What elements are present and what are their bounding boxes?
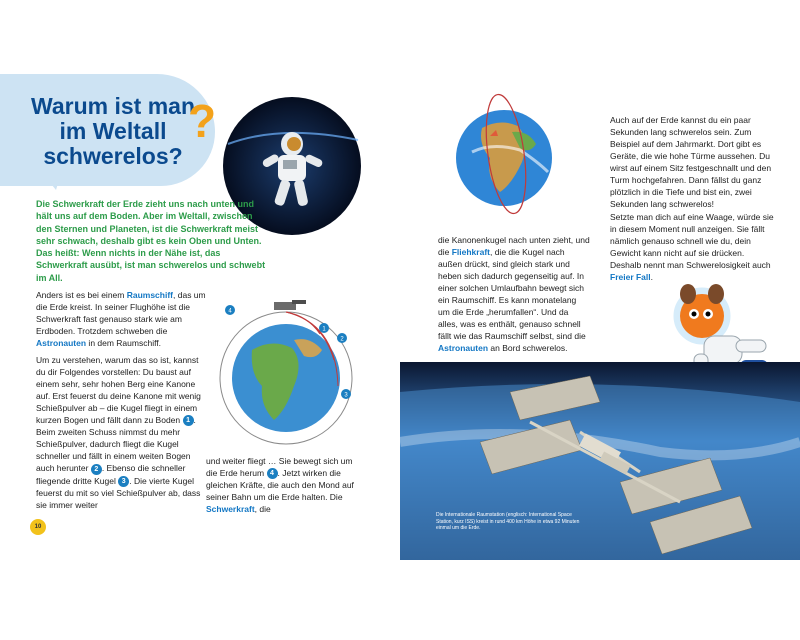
column-3-paragraph: die Kanonenkugel nach unten zieht, und die Fliehkraft, die die Kugel nach außen drückt, sind gleich stark und heben sich dadurch gegenseitig auf. In einer solchen Umlaufbahn bewegt sich ein Raumschiff. Es kann monatelang um die Erde „herumfallen“. Und da alles, was es enthält, genauso schnell fällt wie das Raumschiff selbst, sind die Astronauten an Bord schwerelos.	[438, 235, 590, 353]
marker-diagram-2: 2	[340, 336, 344, 343]
term-astronauten-2: Astronauten	[438, 343, 489, 353]
marker-diagram-3: 3	[344, 392, 348, 399]
marker-1: 1	[183, 415, 194, 426]
column-1-paragraph-2: Um zu verstehen, warum das so ist, kannst du dir Folgendes vorstellen: Du baust auf einem sehr, sehr hohen Berg eine Kanone auf. Erst feuerst du deine Kanone mit wenig Schießpulver ab – die Kugel fliegt in einem kurzen Bogen und fällt dann zu Boden 1 . Beim zweiten Schuss nimmst du mehr Schießpulver, dadurch fliegt die Kugel schneller und fällt in einem weiten Bogen auch herunter 2 . Ebenso die schneller fliegende dritte Kugel 3 . Die vierte Kugel feuerst du mit so viel Schießpulver ab, dass sie immer weiter	[36, 355, 201, 510]
column-1-paragraph-1: Anders ist es bei einem Raumschiff, das um die Erde kreist. In seiner Flughöhe ist die Schwerkraft fast genauso stark wie am Erdboden. Trotzdem schweben die Astronauten in dem Raumschiff.	[36, 290, 206, 348]
page-title: Warum ist man im Weltall schwerelos?	[30, 93, 195, 169]
question-mark: ?	[188, 95, 217, 147]
term-astronauten: Astronauten	[36, 338, 87, 348]
marker-diagram-1: 1	[322, 326, 326, 333]
column-4-paragraph-2: Setzte man dich auf eine Waage, würde sie in diesem Moment null anzeigen. Sie fällt nämlich genauso schnell wie du, dein Gewicht kann nicht auf sie drücken. Deshalb nennt man Schwerelosigkeit auch Freier Fall.	[610, 212, 774, 282]
term-fliehkraft: Fliehkraft	[451, 247, 490, 257]
earth-orbit-illustration	[452, 92, 572, 232]
intro-paragraph: Die Schwerkraft der Erde zieht uns nach unten und hält uns auf dem Boden. Aber im Weltall, zwischen den Sternen und Planeten, ist die Schwerkraft meist sehr schwach, deshalb gibt es kein Oben und Unten. Das heißt: Wenn nichts in der Nähe ist, das Schwerkraft ausübt, ist man schwerelos und schwebt im All.	[36, 199, 266, 283]
bubble-tail	[40, 170, 62, 190]
term-freier-fall: Freier Fall	[610, 272, 651, 282]
iss-caption: Die Internationale Raumstation (englisch: International Space Station, kurz ISS) kreist in rund 400 km Höhe in etwa 92 Minuten einmal um die Erde.	[436, 512, 580, 532]
term-schwerkraft: Schwerkraft	[206, 504, 255, 515]
marker-2: 2	[91, 464, 102, 475]
marker-4: 4	[267, 468, 278, 479]
page-number: 10	[30, 519, 46, 535]
marker-diagram-4: 4	[228, 308, 232, 315]
marker-3: 3	[118, 476, 129, 487]
term-raumschiff: Raumschiff	[126, 290, 174, 300]
column-2-paragraph: und weiter fliegt … Sie bewegt sich um die Erde herum 4 . Jetzt wirken die gleichen Kräfte, die auch den Mond auf seiner Bahn um die Erde halten. Die Schwerkraft, die	[206, 456, 354, 515]
cannon-orbit-diagram	[212, 290, 362, 450]
column-4-paragraph-1: Auch auf der Erde kannst du ein paar Sekunden lang schwerelos sein. Zum Beispiel auf dem Jahrmarkt. Dort gibt es Geräte, die wie hohe Türme aussehen. Du wirst auf einem Sitz festgeschnallt und den Turm hochgefahren. Dann fällst du ganz plötzlich in die Tiefe und bist ein, zwei Sekunden lang schwerelos!	[610, 115, 772, 209]
